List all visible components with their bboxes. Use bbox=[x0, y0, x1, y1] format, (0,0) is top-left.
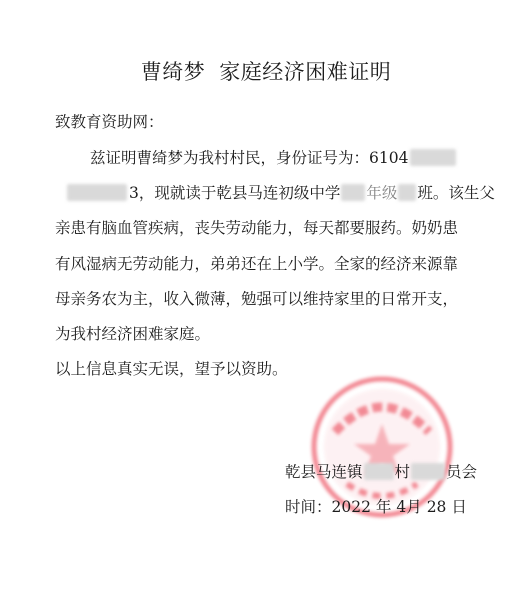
redacted-grade bbox=[341, 184, 365, 201]
body-line-1 bbox=[90, 148, 456, 168]
redacted-committee bbox=[411, 463, 445, 480]
body-line-6: 为我村经济困难家庭。 bbox=[55, 325, 211, 343]
signature-date bbox=[285, 497, 467, 517]
date-day: 28 bbox=[426, 498, 447, 516]
redacted-id-part-1 bbox=[410, 149, 456, 166]
grade-text: 年级 bbox=[366, 184, 398, 202]
salutation: 致教育资助网： bbox=[55, 113, 164, 131]
redacted-class bbox=[398, 184, 416, 201]
id-prefix: 6104 bbox=[369, 149, 409, 167]
closing-statement: 以上信息真实无误，望予以资助。 bbox=[55, 360, 288, 378]
org-mid: 村 bbox=[394, 463, 411, 481]
body-line-1-text: 兹证明曹绮梦为我村村民，身份证号为： bbox=[90, 149, 370, 167]
class-text: 班。该生父 bbox=[417, 184, 495, 202]
redacted-village bbox=[364, 463, 394, 480]
title-text: 家庭经济困难证明 bbox=[219, 60, 392, 84]
body-line-2 bbox=[55, 183, 495, 203]
date-day-unit: 日 bbox=[451, 498, 467, 516]
org-suffix: 员会 bbox=[446, 463, 478, 481]
org-prefix: 乾县马连镇 bbox=[285, 463, 363, 481]
date-month-unit: 月 bbox=[406, 498, 422, 516]
date-year-unit: 年 bbox=[375, 498, 392, 516]
signature-organization bbox=[285, 462, 477, 482]
body-line-3: 亲患有脑血管疾病，丧失劳动能力，每天都要服药。奶奶患 bbox=[55, 219, 459, 237]
date-label: 时间： bbox=[285, 498, 332, 516]
redacted-id-part-2 bbox=[67, 184, 127, 201]
date-year: 2022 bbox=[331, 498, 371, 516]
date-month: 4 bbox=[396, 498, 407, 516]
id-suffix: 3，现就读于乾县马连初级中学 bbox=[129, 184, 341, 202]
title-student-name: 曹绮梦 bbox=[140, 60, 206, 84]
body-line-4: 有风湿病无劳动能力，弟弟还在上小学。全家的经济来源靠 bbox=[55, 255, 459, 273]
document-title bbox=[0, 56, 532, 86]
body-line-5: 母亲务农为主，收入微薄，勉强可以维持家里的日常开支， bbox=[55, 290, 459, 308]
